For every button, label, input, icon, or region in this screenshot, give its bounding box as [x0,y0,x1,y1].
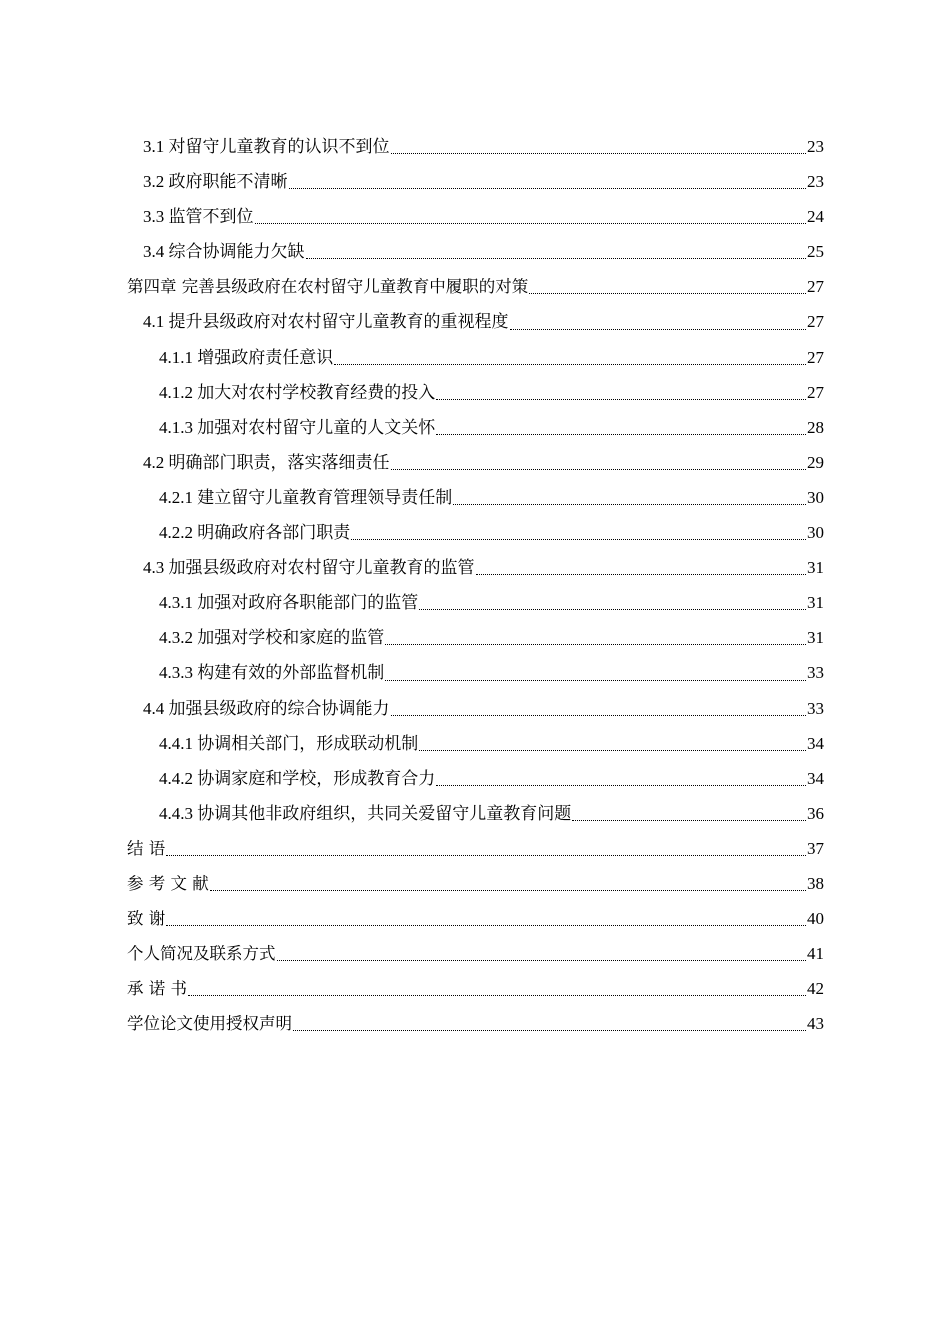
toc-entry-page: 40 [807,909,824,929]
toc-dot-leader [255,199,807,234]
toc-chapter-entry[interactable] [127,971,824,1006]
toc-entry-page: 27 [807,347,824,367]
toc-subentry[interactable] [127,515,824,550]
toc-entry-page: 23 [807,172,824,192]
toc-subentry[interactable] [127,585,824,620]
toc-entry-title: 3.3 监管不到位 [143,207,254,227]
toc-entry-title: 4.1 提升县级政府对农村留守儿童教育的重视程度 [143,312,509,332]
toc-chapter-entry[interactable] [127,1006,824,1041]
toc-dot-leader [529,269,806,304]
toc-entry-page: 33 [807,698,824,718]
toc-entry-title: 第四章 完善县级政府在农村留守儿童教育中履职的对策 [127,277,529,297]
toc-entry-title: 4.2.1 建立留守儿童教育管理领导责任制 [159,487,453,507]
toc-dot-leader [510,304,807,339]
toc-dot-leader [436,410,806,445]
toc-chapter-entry[interactable] [127,936,824,971]
toc-entry-page: 30 [807,487,824,507]
toc-entry-title: 结 语 [127,838,166,858]
toc-dot-leader [277,936,807,971]
toc-dot-leader [351,515,806,550]
toc-entry-title: 4.3.3 构建有效的外部监督机制 [159,663,385,683]
toc-dot-leader [293,1006,806,1041]
toc-entry-title: 4.3.2 加强对学校和家庭的监管 [159,628,385,648]
toc-dot-leader [210,866,806,901]
toc-dot-leader [385,655,806,690]
toc-entry-title: 4.1.1 增强政府责任意识 [159,347,334,367]
toc-entry-page: 34 [807,733,824,753]
toc-entry-title: 3.1 对留守儿童教育的认识不到位 [143,137,390,156]
toc-entry-page: 25 [807,242,824,262]
toc-entry-page: 28 [807,417,824,437]
toc-entry-title: 4.4.3 协调其他非政府组织，共同关爱留守儿童教育问题 [159,803,572,823]
toc-chapter-entry[interactable] [127,831,824,866]
toc-dot-leader [419,585,806,620]
toc-entry-page: 41 [807,944,824,964]
toc-dot-leader [572,796,806,831]
toc-entry[interactable] [127,164,824,199]
toc-entry-title: 4.3 加强县级政府对农村留守儿童教育的监管 [143,558,475,578]
toc-entry-title: 4.2 明确部门职责，落实落细责任 [143,452,390,472]
toc-entry-page: 38 [807,873,824,893]
toc-dot-leader [385,620,806,655]
toc-entry-page: 24 [807,207,824,227]
toc-entry-title: 参 考 文 献 [127,873,209,893]
toc-entry[interactable] [127,199,824,234]
toc-entry-title: 承 诺 书 [127,979,187,999]
toc-entry-title: 3.4 综合协调能力欠缺 [143,242,305,262]
toc-entry-page: 27 [807,312,824,332]
toc-entry-title: 4.3.1 加强对政府各职能部门的监管 [159,593,419,613]
toc-subentry[interactable] [127,761,824,796]
toc-chapter-entry[interactable] [127,901,824,936]
toc-dot-leader [453,480,806,515]
toc-dot-leader [306,234,807,269]
toc-dot-leader [476,550,807,585]
toc-entry[interactable] [127,234,824,269]
toc-entry-page: 23 [807,137,824,156]
toc-entry-page: 31 [807,593,824,613]
toc-entry-title: 学位论文使用授权声明 [127,1014,292,1034]
toc-subentry[interactable] [127,796,824,831]
toc-entry-title: 个人简况及联系方式 [127,944,276,964]
toc-dot-leader [166,831,806,866]
toc-dot-leader [391,129,807,164]
toc-entry-page: 30 [807,523,824,543]
toc-subentry[interactable] [127,340,824,375]
toc-entry-title: 致 谢 [127,909,166,929]
toc-dot-leader [391,445,807,480]
toc-chapter-entry[interactable] [127,866,824,901]
toc-entry-title: 4.1.2 加大对农村学校教育经费的投入 [159,382,436,402]
toc-entry-page: 36 [807,803,824,823]
toc-subentry[interactable] [127,655,824,690]
toc-chapter-entry[interactable] [127,269,824,304]
toc-entry-page: 43 [807,1014,824,1034]
toc-entry-page: 42 [807,979,824,999]
toc-entry[interactable] [127,691,824,726]
toc-entry-page: 29 [807,452,824,472]
toc-subentry[interactable] [127,410,824,445]
toc-dot-leader [436,375,806,410]
toc-entry-title: 4.4 加强县级政府的综合协调能力 [143,698,390,718]
toc-entry-page: 33 [807,663,824,683]
toc-dot-leader [391,691,807,726]
toc-dot-leader [188,971,806,1006]
toc-dot-leader [419,726,806,761]
toc-dot-leader [289,164,807,199]
toc-subentry[interactable] [127,726,824,761]
toc-entry-page: 31 [807,558,824,578]
toc-entry-title: 4.4.1 协调相关部门，形成联动机制 [159,733,419,753]
toc-entry-page: 34 [807,768,824,788]
toc-entry[interactable] [127,445,824,480]
toc-dot-leader [166,901,806,936]
toc-entry[interactable] [127,550,824,585]
toc-entry-title: 4.2.2 明确政府各部门职责 [159,523,351,543]
toc-dot-leader [334,340,806,375]
toc-entry[interactable] [127,129,824,164]
toc-subentry[interactable] [127,620,824,655]
table-of-contents [127,129,824,1041]
toc-entry-page: 27 [807,382,824,402]
toc-dot-leader [436,761,806,796]
toc-entry[interactable] [127,304,824,339]
toc-entry-title: 4.4.2 协调家庭和学校，形成教育合力 [159,768,436,788]
toc-subentry[interactable] [127,375,824,410]
toc-entry-page: 31 [807,628,824,648]
toc-subentry[interactable] [127,480,824,515]
toc-entry-page: 27 [807,277,824,297]
toc-entry-title: 3.2 政府职能不清晰 [143,172,288,192]
toc-entry-page: 37 [807,838,824,858]
toc-entry-title: 4.1.3 加强对农村留守儿童的人文关怀 [159,417,436,437]
